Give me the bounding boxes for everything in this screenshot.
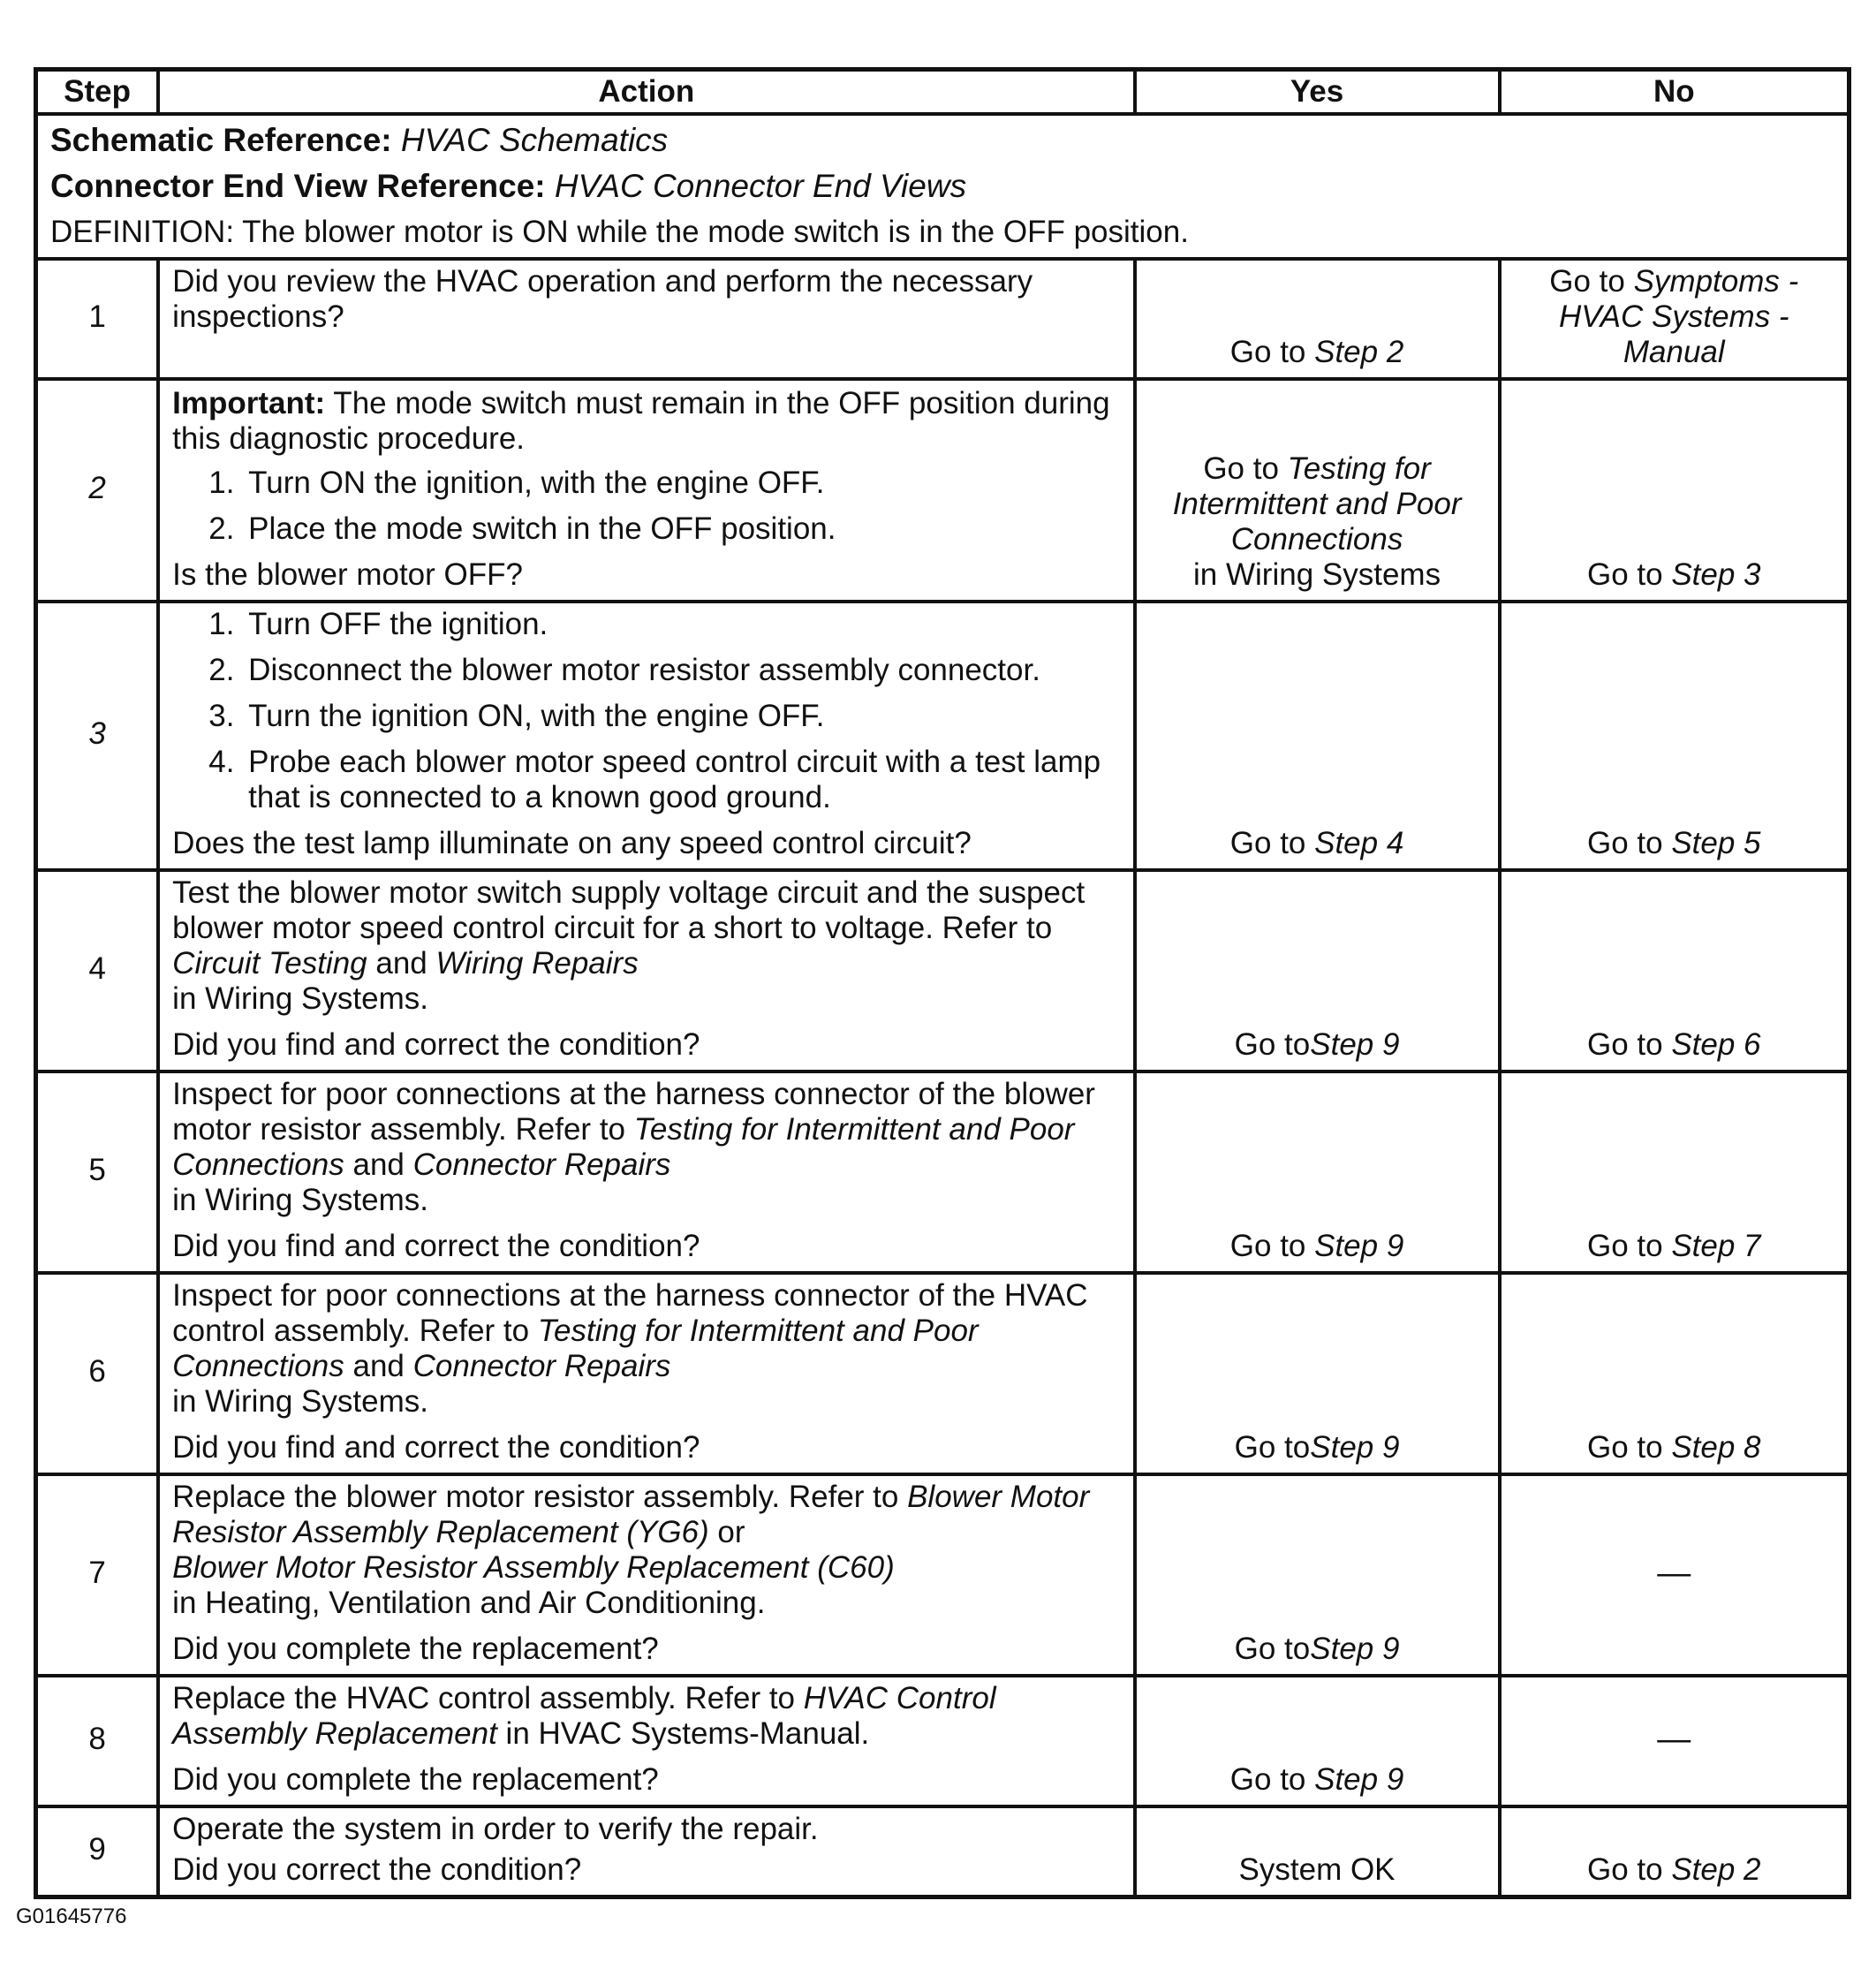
yes-text: Go to: [1229, 1229, 1315, 1263]
action-text: [172, 1480, 1120, 1621]
yes-cell: [1135, 1676, 1500, 1806]
step-action: [158, 1474, 1134, 1676]
step-row: [36, 602, 1850, 870]
step-number: 6: [36, 1273, 159, 1474]
step-action: [158, 1072, 1134, 1273]
yes-link[interactable]: Step 4: [1314, 826, 1404, 860]
reference-link[interactable]: Blower Motor Resistor Assembly Replacement (YG6): [172, 1480, 1090, 1549]
yes-cell: [1135, 259, 1500, 379]
no-link[interactable]: Step 2: [1671, 1852, 1761, 1887]
action-question: Did you correct the condition?: [172, 1852, 582, 1887]
instruction-item: 2. Place the mode switch in the OFF position.: [243, 511, 1120, 547]
step-number: 8: [36, 1676, 159, 1806]
instruction-item: 2. Disconnect the blower motor resistor assembly connector.: [243, 653, 1120, 688]
step-row: [36, 1273, 1850, 1474]
reference-link[interactable]: Testing for Intermittent and Poor Connections: [172, 1314, 979, 1383]
step-number: 9: [36, 1806, 159, 1897]
schematic-reference-link[interactable]: HVAC Schematics: [400, 122, 669, 158]
yes-link[interactable]: Step 9: [1310, 1027, 1400, 1062]
reference-link[interactable]: Connector Repairs: [412, 1147, 671, 1182]
step-action: [158, 259, 1134, 379]
yes-link[interactable]: Step 9: [1314, 1229, 1404, 1263]
no-link[interactable]: Step 7: [1671, 1229, 1761, 1263]
instruction-list: [172, 466, 1120, 547]
yes-link[interactable]: Testing for Intermittent and Poor Connections: [1172, 451, 1462, 557]
step-number: 4: [36, 870, 159, 1072]
step-number: 3: [36, 602, 159, 870]
action-question: Did you find and correct the condition?: [172, 1027, 700, 1062]
step-action: [158, 1273, 1134, 1474]
yes-text: Go to: [1234, 1430, 1311, 1465]
no-link[interactable]: Step 3: [1671, 557, 1761, 592]
step-row: [36, 259, 1850, 379]
no-text: Go to: [1587, 1229, 1672, 1263]
step-action: [158, 379, 1134, 602]
action-text-part: Inspect for poor connections at the harness connector of the HVAC control assembly. Refer to: [172, 1278, 1088, 1348]
no-cell: [1500, 259, 1850, 379]
important-note: [172, 386, 1120, 457]
yes-cell: [1135, 602, 1500, 870]
step-number: 5: [36, 1072, 159, 1273]
step-row: [36, 1072, 1850, 1273]
header-action: Action: [158, 70, 1134, 115]
step-action: [158, 870, 1134, 1072]
header-yes: Yes: [1135, 70, 1500, 115]
yes-text: Go to: [1229, 335, 1315, 369]
yes-text: Go to: [1203, 451, 1288, 486]
action-text-part: in HVAC Systems-Manual.: [496, 1716, 870, 1751]
step-action: [158, 1676, 1134, 1806]
action-text: Operate the system in order to verify the repair.: [172, 1812, 819, 1846]
action-text-part: in Heating, Ventilation and Air Conditioning.: [172, 1586, 766, 1620]
action-text-part: and: [344, 1349, 413, 1383]
no-link[interactable]: Symptoms - HVAC Systems - Manual: [1558, 264, 1799, 369]
step-action: [158, 602, 1134, 870]
no-cell: —: [1500, 1676, 1850, 1806]
no-cell: [1500, 870, 1850, 1072]
yes-link[interactable]: Step 9: [1314, 1762, 1404, 1797]
header-step: Step: [36, 70, 159, 115]
action-text-part: Inspect for poor connections at the harness connector of the blower motor resistor assembly. Refer to: [172, 1077, 1095, 1147]
yes-link[interactable]: Step 9: [1310, 1632, 1400, 1666]
action-question: Did you find and correct the condition?: [172, 1229, 700, 1263]
action-text: [172, 1077, 1120, 1218]
reference-link[interactable]: Testing for Intermittent and Poor Connections: [172, 1112, 1075, 1182]
step-row: [36, 1676, 1850, 1806]
no-cell: [1500, 379, 1850, 602]
yes-suffix: in Wiring Systems: [1193, 557, 1441, 592]
yes-text: Go to: [1234, 1632, 1311, 1666]
action-text: [172, 1681, 1120, 1752]
action-text: Did you review the HVAC operation and perform the necessary inspections?: [172, 264, 1033, 334]
action-text-part: in Wiring Systems.: [172, 1384, 428, 1419]
no-cell: —: [1500, 1474, 1850, 1676]
action-text-part: and: [367, 946, 436, 981]
no-text: Go to: [1587, 1852, 1672, 1887]
action-question: Did you complete the replacement?: [172, 1762, 659, 1797]
no-cell: [1500, 602, 1850, 870]
schematic-reference-label: Schematic Reference:: [50, 122, 392, 158]
instruction-item: 4. Probe each blower motor speed control circuit with a test lamp that is connected to a known good ground.: [243, 745, 1120, 815]
no-link[interactable]: Step 6: [1671, 1027, 1761, 1062]
instruction-item: 1. Turn OFF the ignition.: [243, 607, 1120, 642]
step-row: [36, 1806, 1850, 1897]
reference-cell: [36, 114, 1850, 259]
connector-reference: [50, 169, 1834, 204]
no-text: Go to: [1587, 1430, 1672, 1465]
step-number: 2: [36, 379, 159, 602]
instruction-item: 1. Turn ON the ignition, with the engine OFF.: [243, 466, 1120, 501]
action-text: [172, 875, 1120, 1017]
no-text: Go to: [1549, 264, 1634, 299]
important-label: Important:: [172, 386, 326, 420]
instruction-item: 3. Turn the ignition ON, with the engine OFF.: [243, 699, 1120, 734]
reference-link[interactable]: Circuit Testing: [172, 946, 367, 981]
no-text: Go to: [1587, 557, 1672, 592]
header-row: [36, 70, 1850, 115]
no-cell: [1500, 1273, 1850, 1474]
schematic-reference: [50, 123, 1834, 158]
reference-row: [36, 114, 1850, 259]
important-text: The mode switch must remain in the OFF position during this diagnostic procedure.: [172, 386, 1110, 456]
action-question: Does the test lamp illuminate on any speed control circuit?: [172, 826, 972, 860]
step-action: [158, 1806, 1134, 1897]
action-question: Is the blower motor OFF?: [172, 557, 523, 592]
no-link[interactable]: Step 8: [1671, 1430, 1761, 1465]
diagnostic-table: [34, 67, 1851, 1899]
action-text-part: in Wiring Systems.: [172, 1183, 428, 1217]
yes-text: Go to: [1229, 1762, 1315, 1797]
step-row: [36, 870, 1850, 1072]
connector-reference-link[interactable]: HVAC Connector End Views: [554, 168, 967, 204]
connector-reference-label: Connector End View Reference:: [50, 168, 546, 204]
yes-cell: System OK: [1135, 1806, 1500, 1897]
instruction-list: [172, 607, 1120, 815]
reference-link[interactable]: Blower Motor Resistor Assembly Replacement (C60): [172, 1550, 895, 1585]
no-text: Go to: [1587, 826, 1672, 860]
yes-cell: [1135, 1072, 1500, 1273]
action-text: [172, 1278, 1120, 1420]
yes-cell: [1135, 870, 1500, 1072]
action-text-part: Test the blower motor switch supply voltage circuit and the suspect blower motor speed control circuit for a short to voltage. Refer to: [172, 875, 1086, 945]
reference-link[interactable]: Connector Repairs: [412, 1349, 671, 1383]
action-text-part: and: [344, 1147, 413, 1182]
step-row: [36, 379, 1850, 602]
action-text-part: Replace the HVAC control assembly. Refer to: [172, 1681, 804, 1715]
yes-cell: [1135, 1273, 1500, 1474]
yes-text: Go to: [1229, 826, 1315, 860]
action-text-part: Replace the blower motor resistor assembly. Refer to: [172, 1480, 908, 1514]
no-cell: [1500, 1072, 1850, 1273]
no-link[interactable]: Step 5: [1671, 826, 1761, 860]
no-text: Go to: [1587, 1027, 1672, 1062]
reference-link[interactable]: Wiring Repairs: [435, 946, 639, 981]
yes-cell: [1135, 1474, 1500, 1676]
step-row: [36, 1474, 1850, 1676]
action-text-part: or: [708, 1515, 745, 1549]
no-cell: [1500, 1806, 1850, 1897]
header-no: No: [1500, 70, 1850, 115]
step-number: 1: [36, 259, 159, 379]
action-text-part: in Wiring Systems.: [172, 981, 428, 1016]
action-question: Did you find and correct the condition?: [172, 1430, 700, 1465]
yes-link[interactable]: Step 9: [1310, 1430, 1400, 1465]
yes-link[interactable]: Step 2: [1314, 335, 1404, 369]
yes-text: Go to: [1234, 1027, 1311, 1062]
yes-cell: [1135, 379, 1500, 602]
step-number: 7: [36, 1474, 159, 1676]
definition-text: DEFINITION: The blower motor is ON while the mode switch is in the OFF position.: [50, 215, 1189, 249]
figure-id: G01645776: [16, 1904, 127, 1928]
action-question: Did you complete the replacement?: [172, 1632, 659, 1666]
reference-link[interactable]: HVAC Control Assembly Replacement: [172, 1681, 996, 1751]
